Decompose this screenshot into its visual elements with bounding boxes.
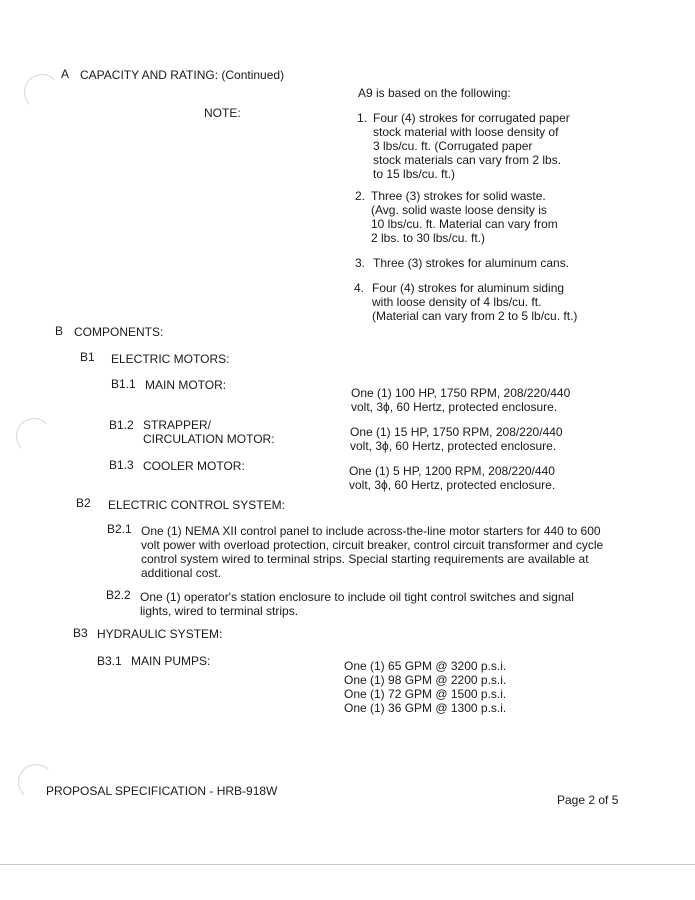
b2-1-code: B2.1: [107, 522, 132, 536]
b1-1-value: [351, 386, 570, 414]
text-line: One (1) 98 GPM @ 2200 p.s.i.: [344, 673, 507, 687]
b2-title: ELECTRIC CONTROL SYSTEM:: [108, 498, 285, 512]
text-line: One (1) 36 GPM @ 1300 p.s.i.: [344, 701, 507, 715]
list-item-text: [372, 281, 577, 323]
scan-edge-line: [0, 864, 695, 865]
text-line: volt power with overload protection, circuit breaker, control circuit transformer and cycle: [141, 538, 604, 552]
list-item-text: [373, 256, 569, 270]
a9-intro: A9 is based on the following:: [358, 86, 511, 100]
b1-3-code: B1.3: [109, 458, 134, 472]
b3-title: HYDRAULIC SYSTEM:: [97, 627, 223, 641]
page-number: Page 2 of 5: [557, 793, 619, 807]
b3-1-label: MAIN PUMPS:: [131, 654, 211, 668]
text-line: CIRCULATION MOTOR:: [143, 432, 275, 446]
b2-2-code: B2.2: [106, 588, 131, 602]
text-line: stock material with loose density of: [373, 125, 559, 139]
text-line: (Avg. solid waste loose density is: [371, 203, 547, 217]
list-number: 1.: [357, 111, 368, 125]
text-line: One (1) 15 HP, 1750 RPM, 208/220/440: [350, 425, 563, 439]
text-line: with loose density of 4 lbs/cu. ft.: [372, 295, 542, 309]
text-line: control system wired to terminal strips. Special starting requirements are available at: [141, 552, 589, 566]
b3-code: B3: [73, 626, 88, 640]
b1-2-label: [143, 418, 275, 446]
b2-1-text: [141, 524, 603, 580]
list-item-text: [371, 189, 558, 245]
text-line: One (1) 5 HP, 1200 RPM, 208/220/440: [349, 464, 555, 478]
text-line: One (1) NEMA XII control panel to include across-the-line motor starters for 440 to 600: [141, 524, 601, 538]
text-line: Three (3) strokes for solid waste.: [371, 189, 546, 203]
b1-3-value: [349, 464, 555, 492]
b1-title: ELECTRIC MOTORS:: [111, 352, 230, 366]
punch-hole-mark: [16, 418, 52, 454]
note-label: NOTE:: [204, 106, 241, 120]
list-number: 3.: [355, 256, 366, 270]
list-number: 2.: [355, 189, 366, 203]
footer-spec-title: PROPOSAL SPECIFICATION - HRB-918W: [46, 784, 278, 798]
b2-2-text: [140, 590, 574, 618]
text-line: One (1) operator's station enclosure to include oil tight control switches and signal: [140, 590, 574, 604]
list-item-text: [373, 111, 570, 181]
b1-3-label: COOLER MOTOR:: [143, 459, 245, 473]
text-line: Three (3) strokes for aluminum cans.: [373, 256, 570, 270]
b3-1-value: [344, 659, 506, 715]
text-line: volt, 3ϕ, 60 Hertz, protected enclosure.: [349, 478, 556, 492]
section-a-letter: A: [61, 67, 70, 81]
section-b-heading: COMPONENTS:: [74, 325, 164, 339]
text-line: Four (4) strokes for aluminum siding: [372, 281, 565, 295]
text-line: additional cost.: [141, 566, 222, 580]
text-line: volt, 3ϕ, 60 Hertz, protected enclosure.: [350, 439, 557, 453]
b1-2-value: [350, 425, 563, 453]
text-line: volt, 3ϕ, 60 Hertz, protected enclosure.: [351, 400, 558, 414]
b1-1-code: B1.1: [111, 377, 136, 391]
text-line: to 15 lbs/cu. ft.): [373, 167, 456, 181]
text-line: (Material can vary from 2 to 5 lb/cu. ft.): [372, 309, 578, 323]
text-line: lights, wired to terminal strips.: [140, 604, 299, 618]
text-line: One (1) 100 HP, 1750 RPM, 208/220/440: [351, 386, 571, 400]
b1-2-code: B1.2: [109, 418, 134, 432]
punch-hole-mark: [24, 74, 60, 110]
b1-1-label: MAIN MOTOR:: [145, 378, 227, 392]
b1-code: B1: [80, 350, 95, 364]
text-line: stock materials can vary from 2 lbs.: [373, 153, 562, 167]
text-line: 2 lbs. to 30 lbs/cu. ft.): [371, 231, 486, 245]
b3-1-code: B3.1: [97, 654, 122, 668]
text-line: One (1) 65 GPM @ 3200 p.s.i.: [344, 659, 507, 673]
text-line: 10 lbs/cu. ft. Material can vary from: [371, 217, 558, 231]
text-line: STRAPPER/: [143, 418, 212, 432]
section-a-heading: CAPACITY AND RATING: (Continued): [80, 68, 285, 82]
list-number: 4.: [354, 281, 365, 295]
section-b-letter: B: [55, 324, 64, 338]
b2-code: B2: [76, 496, 91, 510]
text-line: Four (4) strokes for corrugated paper: [373, 111, 570, 125]
text-line: 3 lbs/cu. ft. (Corrugated paper: [373, 139, 533, 153]
text-line: One (1) 72 GPM @ 1500 p.s.i.: [344, 687, 507, 701]
